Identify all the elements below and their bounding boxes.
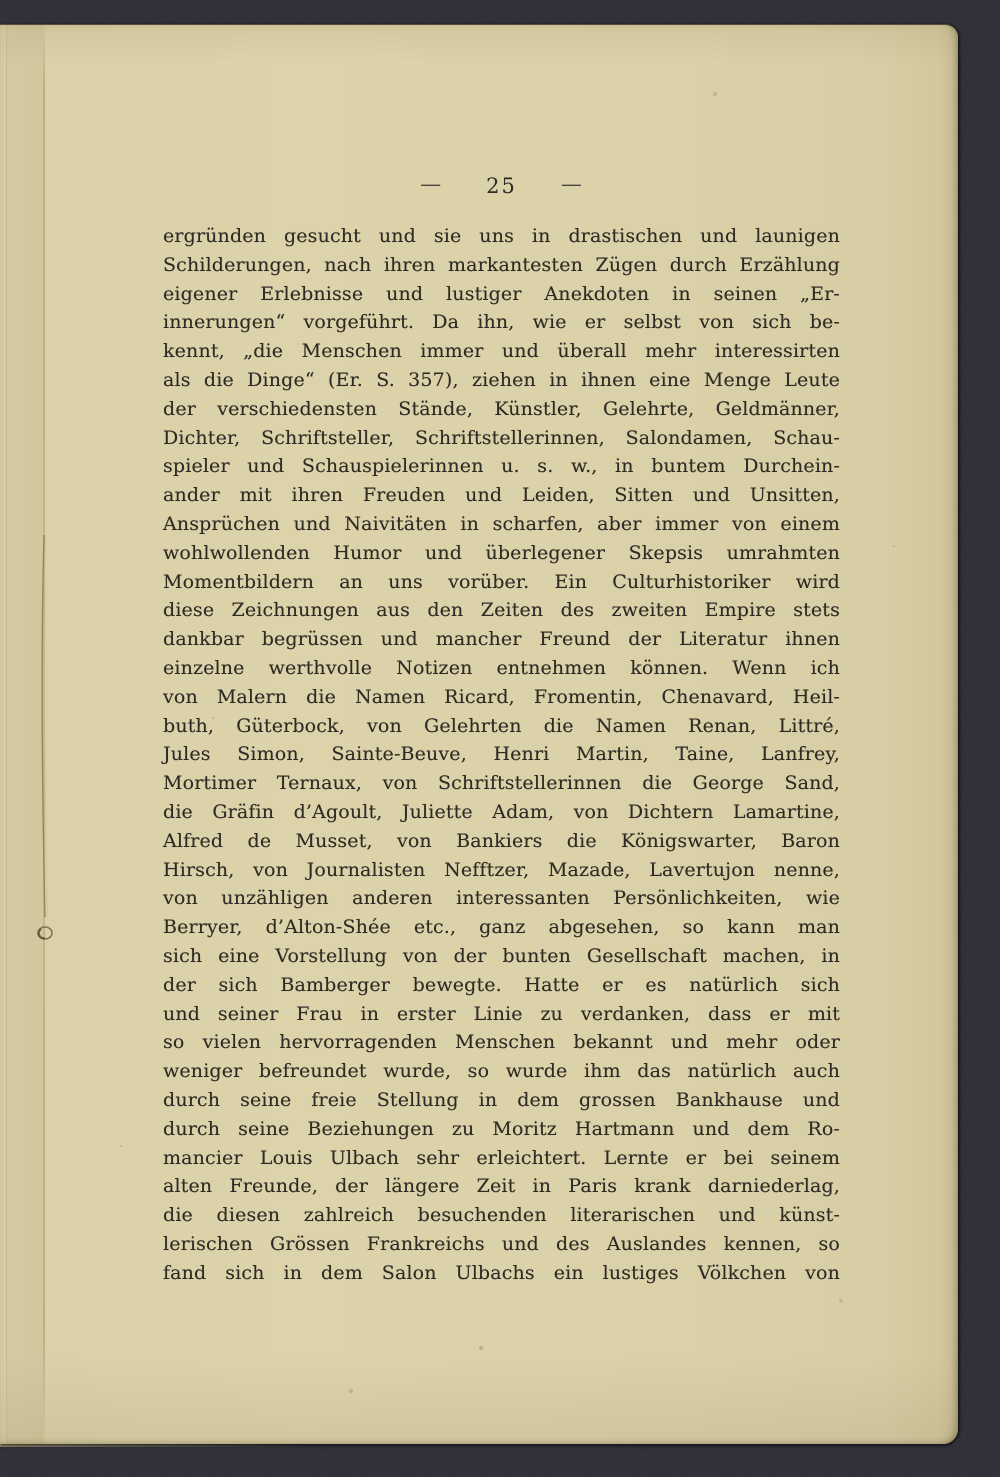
text-line: dankbar begrüssen und mancher Freund der Literatur ihnen <box>163 628 840 651</box>
book-page <box>0 24 958 1444</box>
text-line: Schilderungen, nach ihren markantesten Zügen durch Erzählung <box>163 253 840 276</box>
text-line: so vielen hervorragenden Menschen bekannt und mehr oder <box>163 1031 840 1054</box>
text-line: von Malern die Namen Ricard, Fromentin, Chenavard, Heil- <box>163 685 840 708</box>
text-line: von unzähligen anderen interessanten Persönlichkeiten, wie <box>163 887 840 910</box>
text-line: Jules Simon, Sainte-Beuve, Henri Martin, Taine, Lanfrey, <box>163 743 840 766</box>
text-line: buth, Güterbock, von Gelehrten die Namen Renan, Littré, <box>163 714 840 737</box>
paper-crease-mark <box>28 525 72 995</box>
text-line: fand sich in dem Salon Ulbachs ein lustiges Völkchen von <box>163 1261 840 1284</box>
text-line: kennt, „die Menschen immer und überall mehr interessirten <box>163 340 840 363</box>
text-line: der sich Bamberger bewegte. Hatte er es natürlich sich <box>163 973 840 996</box>
text-line: lerischen Grössen Frankreichs und des Auslandes kennen, so <box>163 1232 840 1255</box>
text-line: und seiner Frau in erster Linie zu verdanken, dass er mit <box>163 1002 840 1025</box>
header-dash-right: — <box>560 172 583 196</box>
gutter-page-edge <box>0 25 7 1444</box>
text-line: die Gräfin d’Agoult, Juliette Adam, von Dichtern Lamartine, <box>163 800 840 823</box>
header-dash-left: — <box>420 172 443 196</box>
page-header <box>163 174 840 198</box>
text-line: durch seine Beziehungen zu Moritz Hartmann und dem Ro- <box>163 1117 840 1140</box>
text-line: Hirsch, von Journalisten Nefftzer, Mazade, Lavertujon nenne, <box>163 858 840 881</box>
text-line: mancier Louis Ulbach sehr erleichtert. Lernte er bei seinem <box>163 1146 840 1169</box>
paper-specks <box>0 25 2 27</box>
text-line: sich eine Vorstellung von der bunten Gesellschaft machen, in <box>163 944 840 967</box>
text-line: weniger befreundet wurde, so wurde ihm das natürlich auch <box>163 1060 840 1083</box>
text-line: Ansprüchen und Naivitäten in scharfen, aber immer von einem <box>163 512 840 535</box>
text-line: spieler und Schauspielerinnen u. s. w., in buntem Durchein- <box>163 455 840 478</box>
text-line: eigener Erlebnisse und lustiger Anekdoten in seinen „Er- <box>163 282 840 305</box>
text-line: Dichter, Schriftsteller, Schriftstellerinnen, Salondamen, Schau- <box>163 426 840 449</box>
page-stack-edge <box>0 1444 310 1447</box>
text-line: als die Dinge“ (Er. S. 357), ziehen in ihnen eine Menge Leute <box>163 368 840 391</box>
text-line: ergründen gesucht und sie uns in drastischen und launigen <box>163 225 840 247</box>
text-line: innerungen“ vorgeführt. Da ihn, wie er selbst von sich be- <box>163 311 840 334</box>
text-line: Alfred de Musset, von Bankiers die Königswarter, Baron <box>163 829 840 852</box>
text-line: Berryer, d’Alton-Shée etc., ganz abgesehen, so kann man <box>163 916 840 939</box>
text-line: alten Freunde, der längere Zeit in Paris krank darniederlag, <box>163 1175 840 1198</box>
text-line: durch seine freie Stellung in dem grossen Bankhause und <box>163 1088 840 1111</box>
text-line: wohlwollenden Humor und überlegener Skepsis umrahmten <box>163 541 840 564</box>
text-line: Mortimer Ternaux, von Schriftstellerinnen die George Sand, <box>163 772 840 795</box>
page-text <box>163 222 840 1287</box>
text-line: diese Zeichnungen aus den Zeiten des zweiten Empire stets <box>163 599 840 622</box>
page-number: 25 <box>486 174 517 198</box>
text-line: ander mit ihren Freuden und Leiden, Sitten und Unsitten, <box>163 484 840 507</box>
text-line: die diesen zahlreich besuchenden literarischen und künst- <box>163 1204 840 1227</box>
text-line: einzelne werthvolle Notizen entnehmen können. Wenn ich <box>163 656 840 679</box>
text-line: Momentbildern an uns vorüber. Ein Culturhistoriker wird <box>163 570 840 593</box>
text-line: der verschiedensten Stände, Künstler, Gelehrte, Geldmänner, <box>163 397 840 420</box>
